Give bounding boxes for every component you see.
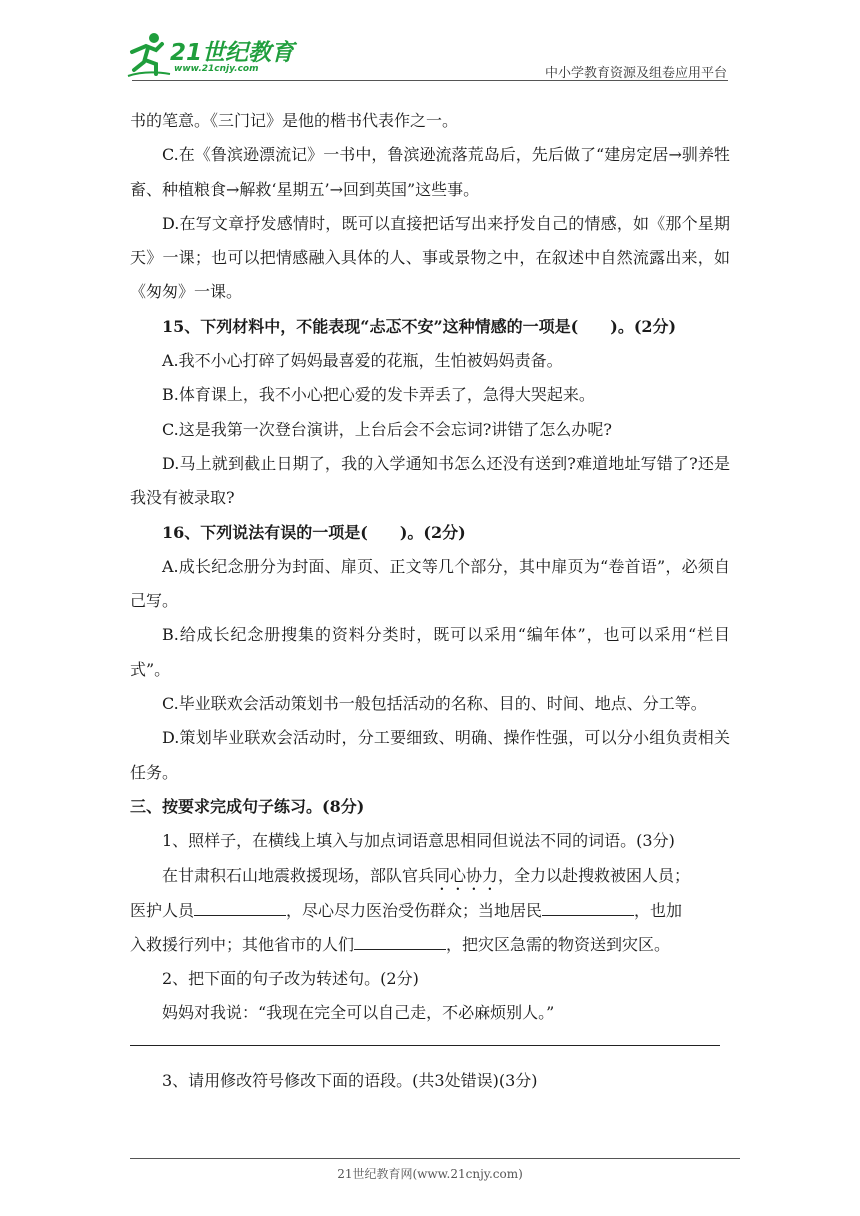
sentence-task-1-line2 (130, 894, 730, 928)
page-footer: 21世纪教育网(www.21cnjy.com) (337, 1167, 523, 1181)
option-d: D.在写文章抒发感情时，既可以直接把话写出来抒发自己的情感，如《那个星期天》一课；也可以把情感融入具体的人、事或景物之中，在叙述中自然流露出来，如《匆匆》一课。 (130, 213, 730, 302)
option-c: C.在《鲁滨逊漂流记》一书中，鲁滨逊流落荒岛后，先后做了“建房定居→驯养牲畜、种植粮食→解救‘星期五’→回到英国”这些事。 (130, 145, 730, 199)
sentence-task-2: 2、把下面的句子改为转述句。(2分) (162, 969, 419, 989)
sentence-task-1: 1、照样子，在横线上填入与加点词语意思相同但说法不同的词语。(3分) (162, 831, 675, 851)
page-header (0, 0, 860, 90)
sentence-task-1-line3 (130, 928, 730, 962)
fill-blank-3[interactable] (354, 931, 446, 950)
footer-divider (130, 1158, 740, 1159)
q16-option-a: A.成长纪念册分为封面、扉页、正文等几个部分，其中扉页为“卷首语”，必须自己写。 (130, 556, 730, 611)
logo-text: 21世纪教育 (170, 40, 295, 66)
runner-logo-icon (126, 30, 172, 80)
fill-blank-1[interactable] (194, 897, 286, 916)
answer-line[interactable] (130, 1045, 720, 1046)
q16-option-b: B.给成长纪念册搜集的资料分类时，既可以采用“编年体”，也可以采用“栏目式”。 (130, 625, 730, 679)
logo-url: www.21cnjy.com (174, 64, 259, 74)
text-span: ，尽心尽力医治受伤群众；当地居民 (286, 900, 543, 920)
text-span: 医护人员 (130, 900, 195, 920)
q16-option-c: C.毕业联欢会活动策划书一般包括活动的名称、目的、时间、地点、分工等。 (162, 694, 707, 714)
question-15: 15、下列材料中，不能表现“忐忑不安”这种情感的一项是( )。(2分) (162, 316, 677, 336)
q15-option-b: B.体育课上，我不小心把心爱的发卡弄丢了，急得大哭起来。 (162, 385, 595, 405)
text-span: ，把灾区急需的物资送到灾区。 (446, 934, 671, 954)
q16-option-d: D.策划毕业联欢会活动时，分工要细致、明确、操作性强，可以分小组负责相关任务。 (130, 728, 730, 782)
document-body (130, 104, 730, 1098)
q15-option-a: A.我不小心打碎了妈妈最喜爱的花瓶，生怕被妈妈责备。 (162, 351, 563, 371)
header-tagline: 中小学教育资源及组卷应用平台 (544, 66, 727, 81)
text-span: ，也加 (634, 900, 683, 920)
sentence-task-3: 3、请用修改符号修改下面的语段。(共3处错误)(3分) (162, 1070, 538, 1090)
fill-blank-2[interactable] (542, 897, 634, 916)
question-16: 16、下列说法有误的一项是( )。(2分) (162, 522, 466, 542)
text-span: ，全力以赴搜救被困人员； (498, 865, 691, 885)
sentence-task-2-quote: 妈妈对我说：“我现在完全可以自己走，不必麻烦别人。” (162, 1003, 555, 1023)
q15-option-c: C.这是我第一次登台演讲，上台后会不会忘词?讲错了怎么办呢? (162, 419, 612, 439)
sentence-task-1-text (130, 859, 730, 894)
text-span: 在甘肃积石山地震救援现场，部队官兵 (162, 865, 435, 885)
paragraph: 书的笔意。《三门记》是他的楷书代表作之一。 (130, 111, 459, 130)
q15-option-d: D.马上就到截止日期了，我的入学通知书怎么还没有送到?难道地址写错了?还是我没有被录取? (130, 453, 730, 508)
site-logo[interactable] (126, 30, 296, 82)
emphasis-word: 同心协力 (434, 865, 499, 885)
section-3-heading: 三、按要求完成句子练习。(8分) (130, 796, 365, 816)
text-span: 入救援行列中；其他省市的人们 (130, 934, 355, 954)
header-divider (132, 80, 728, 81)
